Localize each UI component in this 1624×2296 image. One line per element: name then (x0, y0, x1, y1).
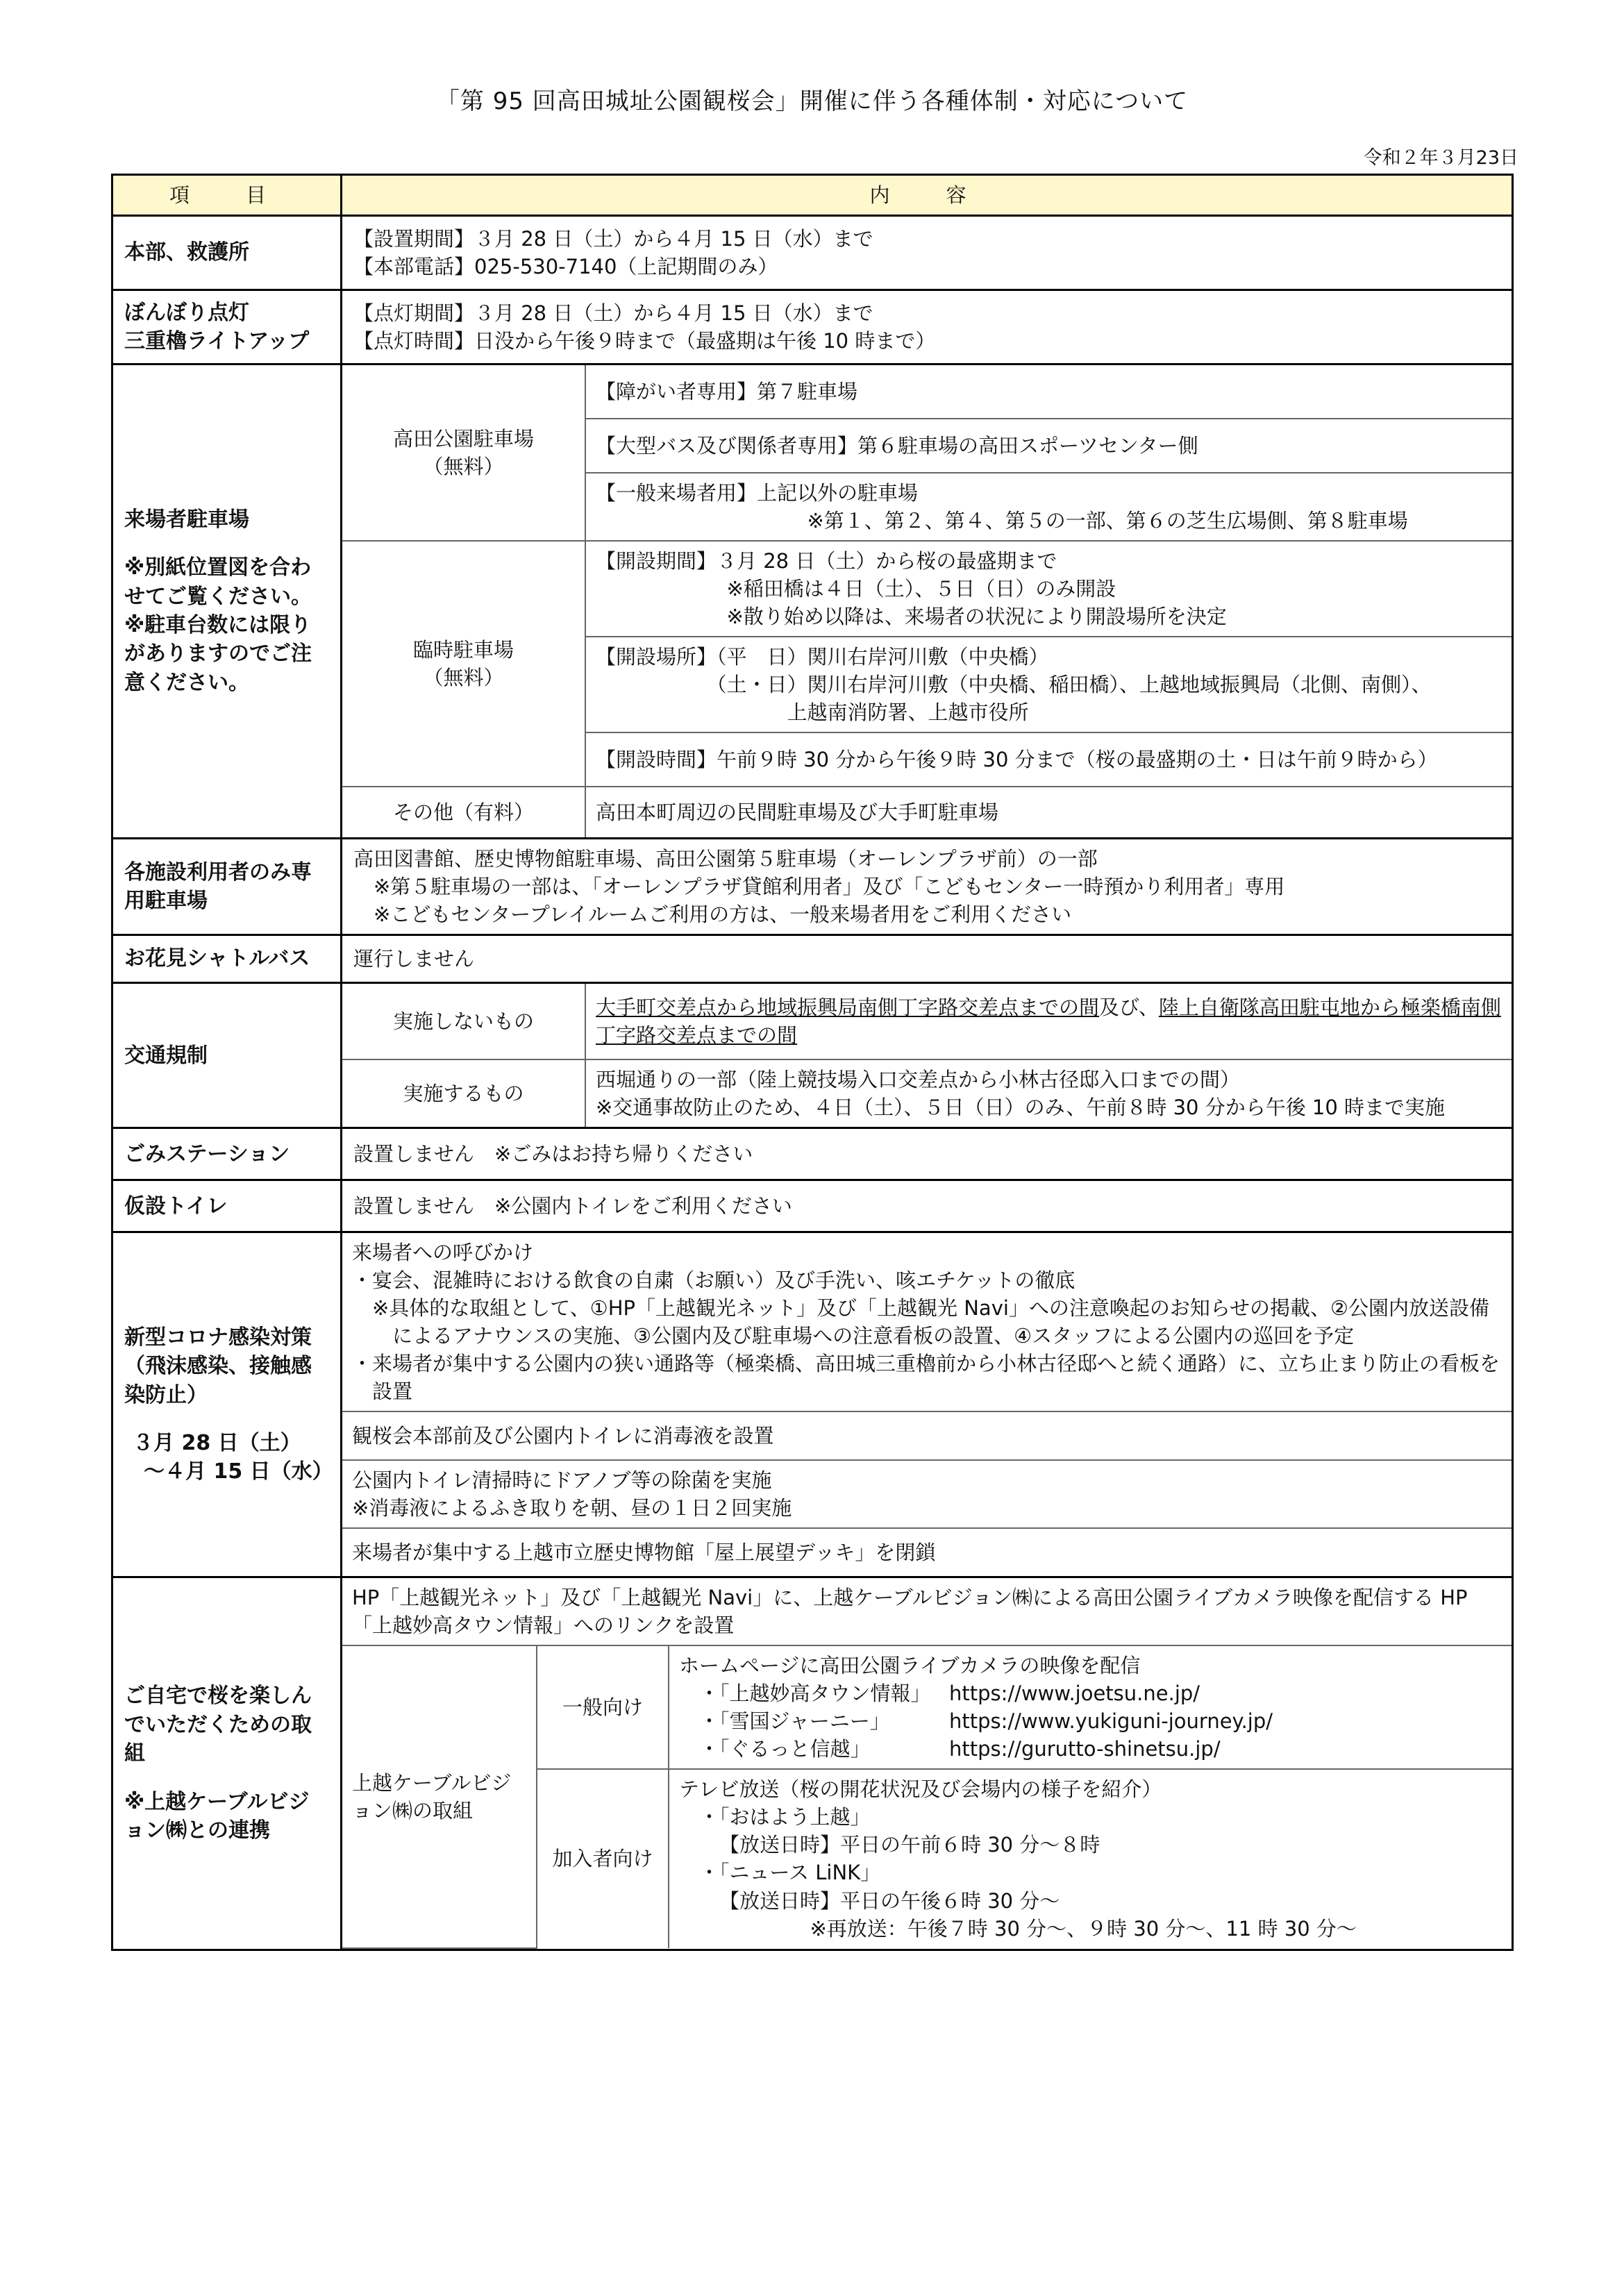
link-url[interactable]: https://www.yukiguni-journey.jp/ (949, 1709, 1273, 1734)
corona-subtable (342, 1233, 1512, 1576)
link-url[interactable]: https://gurutto-shinetsu.jp/ (949, 1737, 1221, 1761)
facility-line-1: 高田図書館、歴史博物館駐車場、高田公園第５駐車場（オーレンプラザ前）の一部 (353, 847, 1098, 871)
header-content: 内 容 (342, 175, 1513, 216)
temp-parking (342, 541, 585, 787)
takada-bus: 【大型バス及び関係者専用】第６駐車場の高田スポーツセンター側 (585, 419, 1512, 473)
bonbori-label (112, 290, 342, 364)
bonbori-content (342, 290, 1513, 364)
traffic-implemented-1: 西堀通りの一部（陸上競技場入口交差点から小林古径邸入口までの間） (596, 1068, 1241, 1092)
shuttle-label: お花見シャトルバス (112, 935, 342, 983)
toilet-value: 設置しません ※公園内トイレをご利用ください (342, 1180, 1513, 1232)
toilet-label: 仮設トイレ (112, 1180, 342, 1232)
temp-period-head: 【開設期間】３月 28 日（土）から桜の最盛期まで (596, 549, 1057, 573)
corona-period-1: ３月 28 日（土） (133, 1430, 301, 1455)
bonbori-label-1: ぼんぼり点灯 (124, 300, 249, 325)
temp-parking-fee: （無料） (423, 666, 504, 690)
link-item (679, 1707, 1502, 1735)
parking-note-1: ※別紙位置図を合わせてご覧ください。 (124, 555, 312, 609)
temp-location (585, 637, 1512, 732)
header-item: 項 目 (112, 175, 342, 216)
corona-period-2: ～４月 15 日（水） (144, 1459, 333, 1484)
traffic-implemented (585, 1059, 1512, 1127)
jcv-label: 上越ケーブルビジョン㈱の取組 (342, 1645, 537, 1947)
parking-note-2: ※駐車台数には限りがありますのでご注意ください。 (124, 613, 312, 695)
takada-general-note: ※第１、第２、第４、第５の一部、第６の芝生広場側、第８駐車場 (807, 509, 1408, 533)
temp-period-note-2: ※散り始め以降は、来場者の状況により開設場所を決定 (726, 605, 1227, 629)
facility-line-3: ※こどもセンタープレイルームご利用の方は、一般来場者用をご利用ください (374, 903, 1072, 927)
takada-parking-name: 高田公園駐車場 (392, 427, 534, 451)
facility-content (342, 839, 1513, 935)
link-name: ・「ぐるっと信越」 (699, 1737, 871, 1761)
tv-program-2: ・「ニュース LiNK」 (699, 1861, 881, 1885)
link-item (679, 1735, 1502, 1763)
traffic-content (342, 983, 1513, 1128)
shuttle-value: 運行しません (342, 935, 1513, 983)
corona-appeal-bullet-1-note: ※具体的な取組として、①HP「上越観光ネット」及び「上越観光 Navi」への注意喚起のお知らせの掲載、②公園内放送設備によるアナウンスの実施、③公園内及び駐車場への注意看板の設置、④スタッフによる公園内の巡回を予定 (372, 1296, 1490, 1348)
traffic-not-implemented-2: 陸上自衛隊高田駐屯地から極楽橋南側丁字路交差点までの間 (596, 996, 1501, 1048)
temp-location-weekday: 【開設場所】（平 日）関川右岸河川敷（中央橋） (596, 645, 1049, 669)
tv-head: テレビ放送（桜の開花状況及び会場内の様子を紹介） (679, 1777, 1162, 1802)
gomi-value: 設置しません ※ごみはお持ち帰りください (342, 1128, 1513, 1180)
row-facility (112, 839, 1513, 935)
tv-program-1-time: 【放送日時】平日の午前６時 30 分～８時 (719, 1833, 1100, 1857)
subscriber-content (669, 1769, 1512, 1947)
traffic-not-implemented-and: 及び、 (1099, 996, 1159, 1020)
link-name: ・「上越妙高タウン情報」 (699, 1682, 931, 1706)
temp-location-weekend-2: 上越南消防署、上越市役所 (787, 701, 1029, 725)
corona-appeal-bullet-1: ・宴会、混雑時における飲食の自粛（お願い）及び手洗い、咳エチケットの徹底 (352, 1268, 1075, 1293)
corona-appeal-head: 来場者への呼びかけ (352, 1241, 534, 1265)
row-shuttle (112, 935, 1513, 983)
general-head: ホームページに高田公園ライブカメラの映像を配信 (679, 1654, 1141, 1678)
parking-label: 来場者駐車場 (124, 507, 249, 532)
row-gomi (112, 1128, 1513, 1180)
takada-general (585, 473, 1512, 541)
corona-appeal-bullet-2: ・来場者が集中する公園内の狭い通路等（極楽橋、高田城三重櫓前から小林古径邸へと続く通路）に、立ち止まり防止の看板を設置 (352, 1352, 1500, 1404)
corona-closure: 来場者が集中する上越市立歴史博物館「屋上展望デッキ」を閉鎖 (342, 1528, 1512, 1576)
traffic-label: 交通規制 (112, 983, 342, 1128)
row-bonbori (112, 290, 1513, 364)
honbu-period: 【設置期間】３月 28 日（土）から４月 15 日（水）まで (353, 227, 873, 251)
honbu-content (342, 216, 1513, 290)
takada-parking-fee: （無料） (423, 455, 504, 479)
row-home (112, 1577, 1513, 1950)
link-url[interactable]: https://www.joetsu.ne.jp/ (949, 1682, 1200, 1706)
row-honbu (112, 216, 1513, 290)
tv-program-1: ・「おはよう上越」 (699, 1805, 871, 1829)
traffic-subtable (342, 984, 1512, 1127)
facility-line-2: ※第５駐車場の一部は、「オーレンプラザ貸館利用者」及び「こどもセンター一時預かり利用者」専用 (374, 875, 1285, 899)
page-title: 「第 95 回高田城址公園観桜会」開催に伴う各種体制・対応について (435, 87, 1189, 115)
corona-cleaning-2: ※消毒液によるふき取りを朝、昼の１日２回実施 (352, 1496, 792, 1520)
temp-period-note-1: ※稲田橋は４日（土）、５日（日）のみ開設 (726, 577, 1116, 601)
temp-hours: 【開設時間】午前９時 30 分から午後９時 30 分まで（桜の最盛期の土・日は午前９時から） (585, 732, 1512, 787)
link-item (679, 1679, 1502, 1707)
home-label: ご自宅で桜を楽しんでいただくための取組 (124, 1684, 312, 1766)
corona-cleaning (342, 1460, 1512, 1528)
corona-label: 新型コロナ感染対策（飛沫感染、接触感染防止） (124, 1325, 312, 1407)
measures-table (111, 174, 1514, 1951)
parking-label-cell (112, 364, 342, 839)
tv-program-2-rerun: ※再放送：午後７時 30 分～、９時 30 分～、11 時 30 分～ (810, 1916, 1357, 1941)
corona-cleaning-1: 公園内トイレ清掃時にドアノブ等の除菌を実施 (352, 1468, 772, 1493)
honbu-label: 本部、救護所 (112, 216, 342, 290)
row-corona (112, 1232, 1513, 1577)
traffic-not-implemented (585, 984, 1512, 1059)
link-name: ・「雪国ジャーニー」 (699, 1709, 890, 1734)
bonbori-period: 【点灯期間】３月 28 日（土）から４月 15 日（水）まで (353, 301, 873, 325)
gomi-label: ごみステーション (112, 1128, 342, 1180)
home-link: HP「上越観光ネット」及び「上越観光 Navi」に、上越ケーブルビジョン㈱による高田公園ライブカメラ映像を配信する HP「上越妙高タウン情報」へのリンクを設置 (342, 1578, 1512, 1645)
temp-parking-name: 臨時駐車場 (412, 638, 514, 662)
home-label-cell (112, 1577, 342, 1950)
honbu-phone: 【本部電話】025-530-7140（上記期間のみ） (353, 255, 778, 279)
home-content (342, 1577, 1513, 1950)
traffic-not-implemented-1: 大手町交差点から地域振興局南側丁字路交差点までの間 (596, 996, 1100, 1020)
row-traffic (112, 983, 1513, 1128)
row-parking (112, 364, 1513, 839)
facility-label: 各施設利用者のみ専用駐車場 (112, 839, 342, 935)
document-date: 令和２年３月23日 (1363, 147, 1518, 169)
takada-disabled: 【障がい者専用】第７駐車場 (585, 365, 1512, 419)
home-subtable (342, 1578, 1512, 1948)
tv-program-2-time: 【放送日時】平日の午後６時 30 分～ (719, 1888, 1060, 1913)
takada-parking (342, 365, 585, 541)
bonbori-hours: 【点灯時間】日没から午後９時まで（最盛期は午後 10 時まで） (353, 329, 936, 353)
takada-general-head: 【一般来場者用】上記以外の駐車場 (596, 481, 919, 505)
traffic-not-implemented-label: 実施しないもの (342, 984, 585, 1059)
traffic-implemented-2: ※交通事故防止のため、４日（土）、５日（日）のみ、午前８時 30 分から午後 10 時まで実施 (596, 1096, 1446, 1120)
other-parking-name: その他（有料） (342, 787, 585, 837)
subscriber-label: 加入者向け (537, 1769, 669, 1947)
temp-period (585, 541, 1512, 637)
corona-appeal (342, 1233, 1512, 1411)
corona-content (342, 1232, 1513, 1577)
traffic-implemented-label: 実施するもの (342, 1059, 585, 1127)
bonbori-label-2: 三重櫓ライトアップ (124, 329, 310, 354)
parking-subtable (342, 365, 1512, 837)
corona-disinfectant: 観桜会本部前及び公園内トイレに消毒液を設置 (342, 1411, 1512, 1460)
temp-location-weekend: （土・日）関川右岸河川敷（中央橋、稲田橋）、上越地域振興局（北側、南側）、 (706, 673, 1432, 697)
row-toilet (112, 1180, 1513, 1232)
corona-label-cell (112, 1232, 342, 1577)
general-content (669, 1645, 1512, 1769)
other-parking-value: 高田本町周辺の民間駐車場及び大手町駐車場 (585, 787, 1512, 837)
home-note: ※上越ケーブルビジョン㈱との連携 (124, 1789, 310, 1843)
parking-content (342, 364, 1513, 839)
general-label: 一般向け (537, 1645, 669, 1769)
